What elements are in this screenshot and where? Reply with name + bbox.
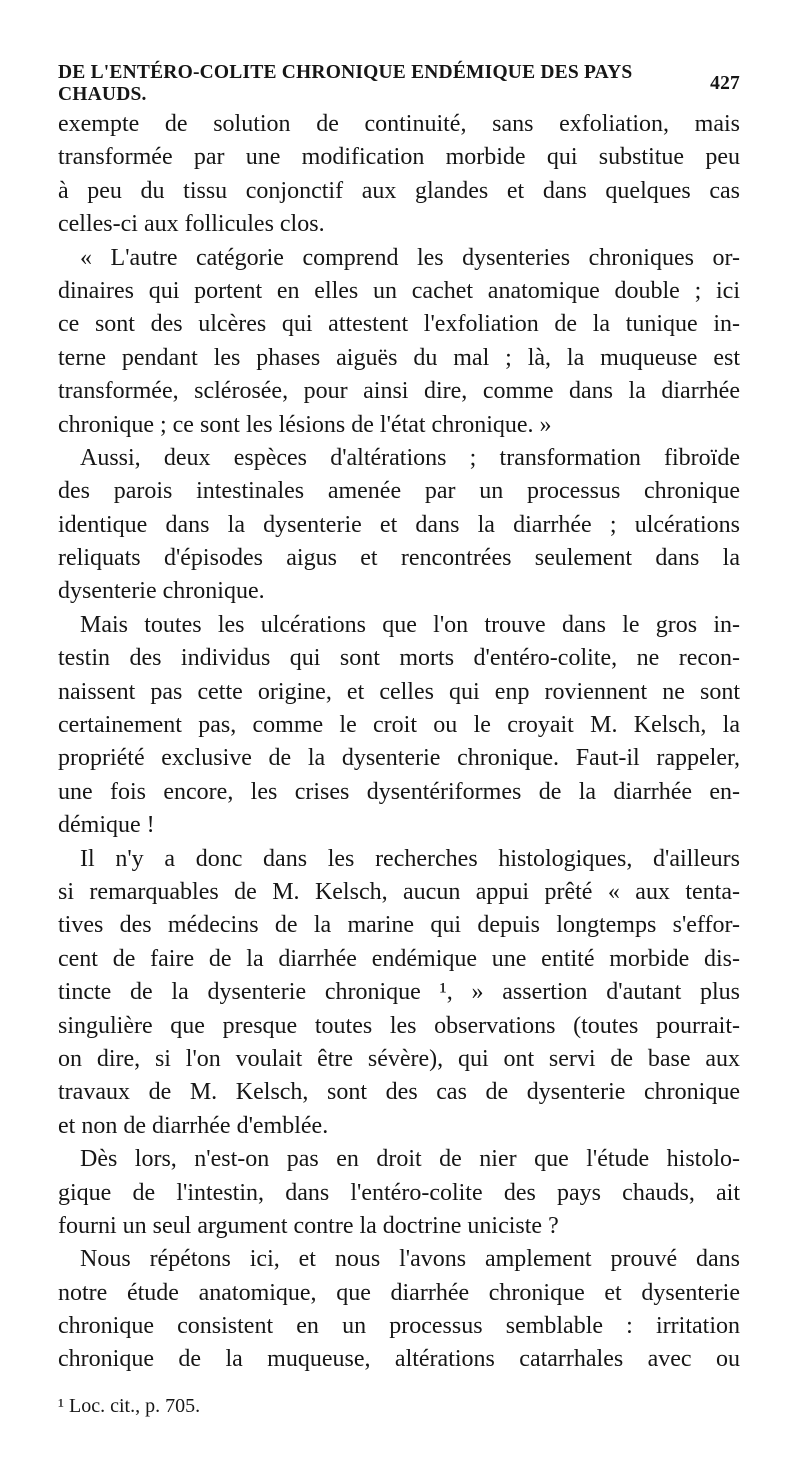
- text-line: travaux de M. Kelsch, sont des cas de dysenterie chronique: [58, 1079, 740, 1106]
- text-line: reliquats d'épisodes aigus et rencontrées seulement dans la: [58, 545, 740, 572]
- text-line: naissent pas cette origine, et celles qui enp roviennent ne sont: [58, 678, 740, 705]
- text-line: identique dans la dysenterie et dans la diarrhée ; ulcérations: [58, 511, 740, 538]
- text-line: chronique consistent en un processus semblable : irritation: [58, 1313, 740, 1340]
- text-line: certainement pas, comme le croit ou le croyait M. Kelsch, la: [58, 712, 740, 739]
- text-line: chronique ; ce sont les lésions de l'état chronique. »: [58, 411, 552, 438]
- text-line: Mais toutes les ulcérations que l'on trouve dans le gros in-: [80, 611, 740, 638]
- text-line: terne pendant les phases aiguës du mal ; là, la muqueuse est: [58, 344, 740, 371]
- text-line: singulière que presque toutes les observations (toutes pourrait-: [58, 1012, 740, 1039]
- text-line: notre étude anatomique, que diarrhée chronique et dysenterie: [58, 1279, 740, 1306]
- text-line: testin des individus qui sont morts d'entéro-colite, ne recon-: [58, 645, 740, 672]
- text-line: exempte de solution de continuité, sans exfoliation, mais: [58, 111, 740, 137]
- text-line: dysenterie chronique.: [58, 578, 265, 605]
- text-line: celles-ci aux follicules clos.: [58, 211, 325, 238]
- text-line: Nous répétons ici, et nous l'avons amplement prouvé dans: [80, 1246, 740, 1273]
- text-line: fourni un seul argument contre la doctrine uniciste ?: [58, 1212, 559, 1239]
- running-header: [58, 62, 740, 105]
- body-text: [58, 108, 740, 1377]
- text-line: Dès lors, n'est-on pas en droit de nier que l'étude histolo-: [80, 1146, 740, 1173]
- text-line: chronique de la muqueuse, altérations catarrhales avec ou: [58, 1346, 740, 1373]
- text-line: dinaires qui portent en elles un cachet anatomique double ; ici: [58, 277, 740, 304]
- text-line: tincte de la dysenterie chronique ¹, » assertion d'autant plus: [58, 979, 740, 1006]
- text-line: si remarquables de M. Kelsch, aucun appui prêté « aux tenta-: [58, 878, 740, 905]
- text-line: transformée, sclérosée, pour ainsi dire, comme dans la diarrhée: [58, 378, 740, 405]
- text-line: Aussi, deux espèces d'altérations ; transformation fibroïde: [80, 444, 740, 471]
- text-line: transformée par une modification morbide qui substitue peu: [58, 144, 740, 171]
- text-line: démique !: [58, 812, 155, 839]
- running-title: DE L'ENTÉRO-COLITE CHRONIQUE ENDÉMIQUE DES PAYS CHAUDS.: [58, 62, 633, 105]
- text-line: cent de faire de la diarrhée endémique une entité morbide dis-: [58, 945, 740, 972]
- text-line: et non de diarrhée d'emblée.: [58, 1112, 329, 1139]
- text-line: une fois encore, les crises dysentériformes de la diarrhée en-: [58, 778, 740, 805]
- text-line: à peu du tissu conjonctif aux glandes et dans quelques cas: [58, 177, 740, 204]
- text-line: ce sont des ulcères qui attestent l'exfoliation de la tunique in-: [58, 311, 740, 338]
- footnote: ¹ Loc. cit., p. 705.: [58, 1395, 201, 1417]
- text-line: tives des médecins de la marine qui depuis longtemps s'effor-: [58, 912, 740, 939]
- text-line: « L'autre catégorie comprend les dysenteries chroniques or-: [80, 244, 740, 271]
- page-number: 427: [710, 73, 740, 94]
- text-line: propriété exclusive de la dysenterie chronique. Faut-il rappeler,: [58, 745, 740, 772]
- text-line: Il n'y a donc dans les recherches histologiques, d'ailleurs: [80, 845, 740, 872]
- text-line: des parois intestinales amenée par un processus chronique: [58, 478, 740, 505]
- text-line: on dire, si l'on voulait être sévère), qui ont servi de base aux: [58, 1045, 740, 1072]
- text-line: gique de l'intestin, dans l'entéro-colite des pays chauds, ait: [58, 1179, 740, 1206]
